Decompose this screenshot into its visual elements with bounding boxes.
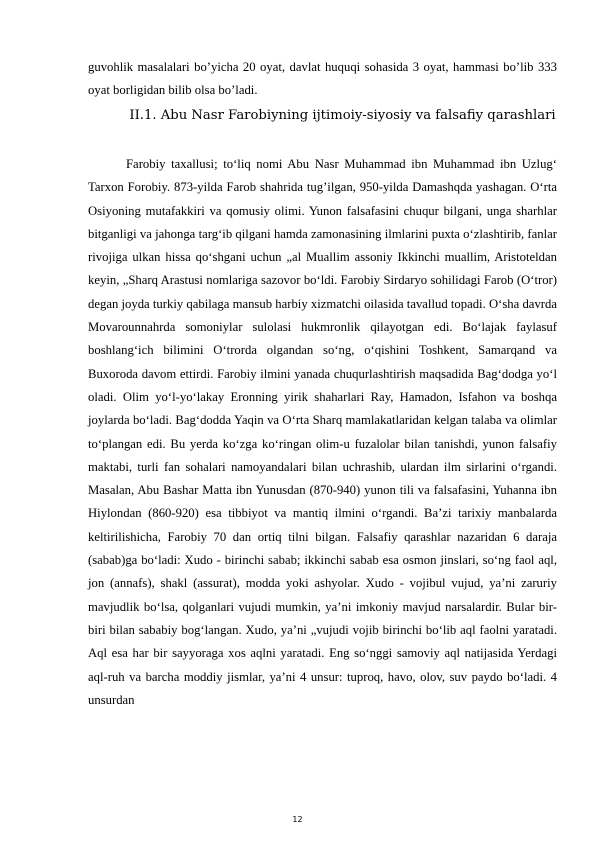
body-paragraph: Farobiy taxallusi; to‘liq nomi Abu Nasr Muhammad ibn Muhammad ibn Uzlug‘ Tarxon Forobiy. 873-yilda Farob shahrida tug’ilgan, 950-yilda Damashqda yashagan. O‘rta Osiyoning mutafakkiri va qomusiy olimi. Yunon falsafasini chuqur bilgani, unga sharhlar bitganligi va jahonga targ‘ib qilgani hamda zamonasining ilmlarini puxta o‘zlashtirib, fanlar rivojiga ulkan hissa qo‘shgani uchun „al Muallim assoniy Ikkinchi muallim, Aristoteldan keyin, „Sharq Arastusi nomlariga sazovor bo‘ldi. Farobiy Sirdaryo sohilidagi Farob (O‘tror) degan joyda turkiy qabilaga mansub harbiy xizmatchi oilasida tavallud topadi. O‘sha davrda Movarounnahrda somoniylar sulolasi hukmronlik qilayotgan edi. Bo‘lajak faylasuf boshlang‘ich bilimini O‘trorda olgandan so‘ng, o‘qishini Toshkent, Samarqand va Buxoroda davom ettirdi. Farobiy ilmini yanada chuqurlashtirish maqsadida Bag‘dodga yo‘l oladi. Olim yo‘l-yo‘lakay Eronning yirik shaharlari Ray, Hamadon, Isfahon va boshqa joylarda bo‘ladi. Bag‘dodda Yaqin va O‘rta Sharq mamlakatlaridan kelgan talaba va olimlar to‘plangan edi. Bu yerda ko‘zga ko‘ringan olim-u fuzalolar bilan tanishdi, yunon falsafiy maktabi, turli fan sohalari namoyandalari bilan uchrashib, ulardan ilm sirlarini o‘rgandi. Masalan, Abu Bashar Matta ibn Yunusdan (870-940) yunon tili va falsafasini, Yuhanna ibn Hiylondan (860-920) esa tibbiyot va mantiq ilmini o‘rgandi. Ba’zi tarixiy manbalarda keltirilishicha, Farobiy 70 dan ortiq tilni bilgan. Falsafiy qarashlar nazaridan 6 daraja (sabab)ga bo‘ladi: Xudo - birinchi sabab; ikkinchi sabab esa osmon jinslari, so‘ng faol aql, jon (annafs), shakl (assurat), modda yoki ashyolar. Xudo - vojibul vujud, ya’ni zaruriy mavjudlik bo‘lsa, qolganlari vujudi mumkin, ya’ni imkoniy mavjud narsalardir. Bular bir-biri bilan sababiy bog‘langan. Xudo, ya’ni „vujudi vojib birinchi bo‘lib aql faolni yaratadi. Aql esa har bir sayyoraga xos aqlni yaratadi. Eng so‘nggi samoviy aql natijasida Yerdagi aql-ruh va barcha moddiy jismlar, ya’ni 4 unsur: tuproq, havo, olov, suv paydo bo‘ladi. 4 unsurdan	[88, 157, 557, 707]
page-number: 12	[292, 815, 303, 824]
section-heading: II.1. Abu Nasr Farobiyning ijtimoiy-siyosiy va falsafiy qarashlari	[129, 108, 556, 123]
body-text	[88, 153, 557, 712]
intro-paragraph: guvohlik masalalari bo’yicha 20 oyat, davlat huquqi sohasida 3 oyat, hammasi bo’lib 333 oyat borligidan bilib olsa bo’ladi.	[88, 60, 557, 98]
